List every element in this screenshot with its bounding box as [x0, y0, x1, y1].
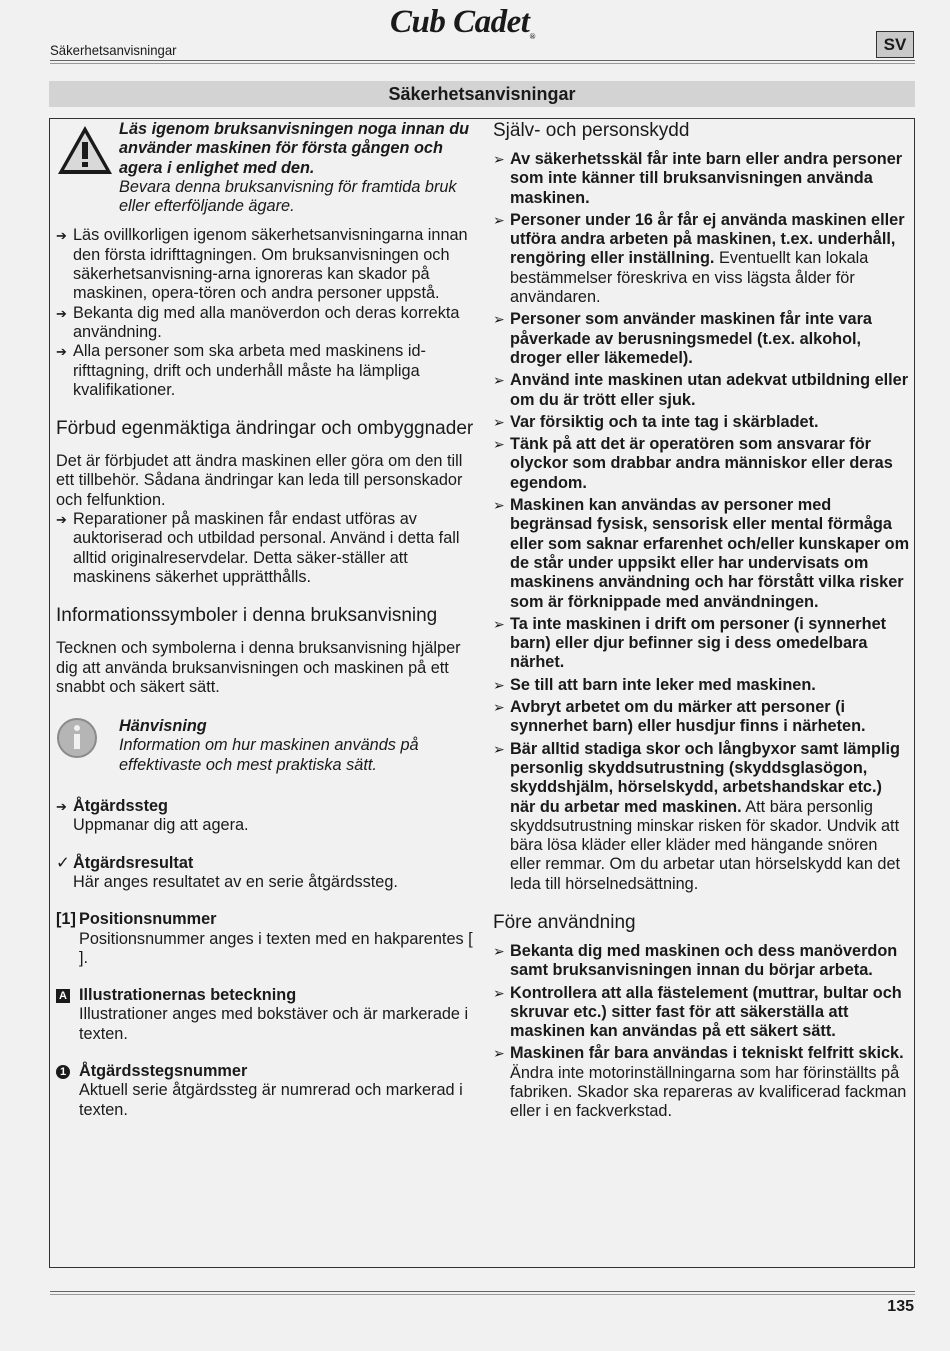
- step-item: ➔ Bekanta dig med alla manöverdon och deras korrekta användning.: [56, 304, 474, 343]
- item-bold-text: Se till att barn inte leker med maskinen.: [510, 675, 816, 694]
- arrow-icon: ➔: [56, 799, 67, 815]
- protection-list: [493, 150, 911, 894]
- item-bold-text: Av säkerhetsskäl får inte barn eller andra personer som inte känner till bruksanvisningen använda maskinen.: [510, 150, 903, 207]
- right-column: [493, 120, 911, 1125]
- section-heading-symbols: Informationssymboler i denna bruksanvisning: [56, 605, 438, 627]
- item-normal-text: Att bära personlig skyddsutrustning minskar risken för skador. Undvik att bära lösa kläder eller kläder med hängande snören eller remmar. Om du arbetar utan hörselskydd kan det leda till hörselnedsättning.: [510, 797, 901, 893]
- left-column: [56, 120, 474, 1120]
- item-bold-text: Avbryt arbetet om du märker att personer (i synnerhet barn) eller husdjur finns i närheten.: [510, 698, 866, 736]
- symbol-position-number: [56, 910, 474, 968]
- symbol-illustration-label: [56, 986, 474, 1044]
- list-item: [493, 615, 911, 673]
- item-bold-text: Personer som använder maskinen får inte vara påverkade av berusningsmedel (t.ex. alkohol, droger eller läkemedel).: [510, 310, 872, 367]
- item-bold-text: Kontrollera att alla fästelement (muttrar, bultar och skruvar etc.) sitter fast för att säkerställa att maskinen kan användas på ett säkert sätt.: [510, 983, 902, 1041]
- item-bold-text: Var försiktig och ta inte tag i skärbladet.: [510, 412, 819, 431]
- symbol-label: Åtgärdssteg: [73, 797, 168, 816]
- header-divider: [50, 60, 915, 61]
- symbol-step-number: [56, 1062, 474, 1120]
- step-item: ➔ Reparationer på maskinen får endast utföras av auktoriserad och utbildad personal. Använd i detta fall alltid originalreservdelar. Detta säker-ställer att maskinens säkerhet upprätthålls.: [56, 510, 474, 587]
- item-normal-text: Eventuellt kan lokala bestämmelser föreskriva en viss lägsta ålder för användaren.: [510, 249, 869, 307]
- item-bold-text: Personer under 16 år får ej använda maskinen eller utföra andra arbeten på maskinen, t.ex. underhåll, rengöring eller inställning.: [510, 210, 905, 268]
- letter-box-icon: A: [56, 989, 70, 1003]
- item-bold-text: Bekanta dig med maskinen och dess manöverdon samt bruksanvisningen innan du börjar arbeta.: [510, 941, 898, 980]
- symbol-text: Illustrationer anges med bokstäver och är markerade i texten.: [79, 1005, 469, 1043]
- section-text: Det är förbjudet att ändra maskinen eller göra om den till ett tillbehör. Sådana ändringar kan leda till personskador och felfunktion.: [56, 452, 463, 509]
- list-item: [493, 1044, 911, 1121]
- language-badge: SV: [876, 31, 914, 58]
- warning-italic-text: Bevara denna bruksanvisning för framtida bruk eller efterföljande ägare.: [119, 177, 457, 216]
- list-item: [493, 496, 911, 612]
- symbol-label: Åtgärdsresultat: [73, 853, 194, 872]
- section-text: Tecknen och symbolerna i denna bruksanvisning hjälper dig att använda bruksanvisningen och maskinen på ett snabbt och säkert sätt.: [56, 639, 461, 696]
- symbol-label: Illustrationernas beteckning: [79, 986, 297, 1005]
- note-block: [56, 717, 474, 775]
- before-use-list: [493, 942, 911, 1122]
- symbol-text: Här anges resultatet av en serie åtgärdssteg.: [73, 872, 398, 891]
- symbol-text: Uppmanar dig att agera.: [73, 816, 249, 835]
- check-icon: ✓: [56, 853, 70, 872]
- symbol-text: Aktuell serie åtgärdssteg är numrerad och markerad i texten.: [79, 1081, 463, 1119]
- list-item: [493, 150, 911, 208]
- note-text: Information om hur maskinen används på effektivaste och mest praktiska sätt.: [119, 736, 419, 774]
- header-divider-secondary: [50, 63, 915, 64]
- symbol-action-result: [56, 854, 474, 893]
- symbol-text: Positionsnummer anges i texten med en hakparentes [ ].: [79, 929, 473, 967]
- info-icon: [56, 717, 98, 759]
- list-item: [493, 698, 911, 737]
- number-circle-icon: 1: [56, 1065, 70, 1079]
- section-heading-modifications: Förbud egenmäktiga ändringar och ombyggnader: [56, 418, 474, 440]
- running-title: Säkerhetsanvisningar: [50, 42, 177, 58]
- brand-logo: Cub Cadet®: [390, 4, 535, 41]
- item-bold-text: Tänk på att det är operatören som ansvarar för olyckor som drabbar andra människor eller deras egendom.: [510, 435, 893, 492]
- footer-divider-secondary: [50, 1294, 915, 1295]
- warning-block: [56, 120, 474, 216]
- page-title: Säkerhetsanvisningar: [49, 81, 915, 107]
- footer-divider: [50, 1291, 915, 1292]
- warning-triangle-icon: [56, 124, 114, 176]
- list-item: [493, 984, 911, 1042]
- item-bold-text: Använd inte maskinen utan adekvat utbildning eller om du är trött eller sjuk.: [510, 371, 909, 409]
- item-normal-text: Ändra inte motorinställningarna som har förinställts på fabriken. Skador ska repareras av kvalificerad fackman eller i en fackverkstad.: [510, 1063, 907, 1121]
- list-item: [493, 676, 911, 695]
- page-number: 135: [887, 1298, 914, 1315]
- list-item: [493, 740, 911, 894]
- list-item: [493, 211, 911, 307]
- list-item: [493, 310, 911, 368]
- symbol-label: Åtgärdsstegsnummer: [79, 1061, 248, 1080]
- note-label: Hänvisning: [119, 717, 207, 736]
- list-item: [493, 371, 911, 410]
- item-bold-text: Maskinen får bara användas i tekniskt felfritt skick.: [510, 1044, 904, 1063]
- section-heading-protection: Själv- och personskydd: [493, 120, 690, 141]
- symbol-label: Positionsnummer: [79, 910, 217, 929]
- section-heading-before-use: Före användning: [493, 911, 636, 933]
- list-item: [493, 435, 911, 493]
- step-item: ➔ Alla personer som ska arbeta med maskinens id-rifttagning, drift och underhåll måste ha lämpliga kvalifikationer.: [56, 342, 474, 400]
- position-marker: [1]: [56, 910, 76, 929]
- list-item: [493, 413, 911, 432]
- item-bold-text: Bär alltid stadiga skor och långbyxor samt lämplig personlig skyddsutrustning (skyddsglasögon, skyddshjälm, hörselskydd, arbetshandskar etc.) när du arbetar med maskinen.: [510, 739, 900, 816]
- symbol-action-step: [56, 797, 474, 836]
- item-bold-text: Maskinen kan användas av personer med begränsad fysisk, sensorisk eller mental förmåga eller som saknar erfarenhet och/eller kunskaper om de står under uppsikt eller har undervisats om maskinens användning och har förstått vilka risker som är förknippade med användningen.: [510, 496, 910, 611]
- list-item: [493, 942, 911, 981]
- step-item: ➔ Läs ovillkorligen igenom säkerhetsanvisningarna innan den första idrifttagningen. Om bruksanvisningen och säkerhetsanvisning-arna ignoreras kan skador på maskinen, opera-tören och andra personer uppstå.: [56, 226, 474, 303]
- warning-bold-text: Läs igenom bruksanvisningen noga innan du använder maskinen för första gången och agera i enlighet med den.: [119, 120, 470, 177]
- item-bold-text: Ta inte maskinen i drift om personer (i synnerhet barn) eller djur befinner sig i dess omedelbara närhet.: [510, 614, 887, 672]
